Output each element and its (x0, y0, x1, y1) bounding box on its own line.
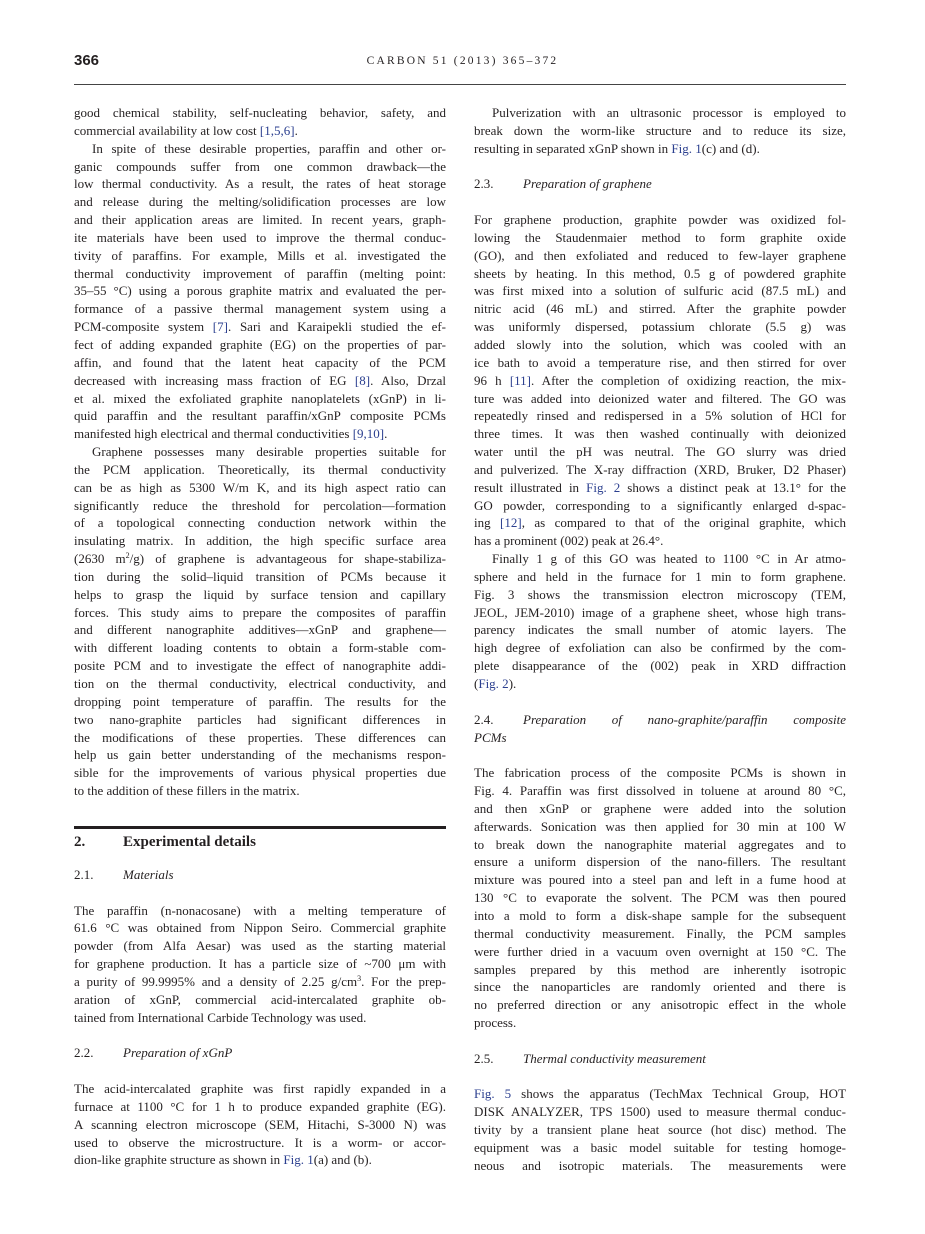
text-line: For graphene production, graphite powder was oxidized fol- (474, 212, 846, 228)
text-line (474, 372, 846, 390)
text-run: (c) and (d). (701, 140, 760, 156)
paragraph (474, 550, 846, 693)
text-line: was uniformly dispersed, potassium chlorate (5.5 g) was (474, 319, 846, 335)
paragraph (74, 1080, 446, 1169)
text-line: tion on the thermal conductivity, electrical conductivity, and (74, 676, 446, 691)
text-line: into a mold to form a disk-shape sample for the subsequent (474, 907, 846, 923)
text-line: tained from International Carbide Technology was used. (74, 1009, 367, 1025)
text-run: (a) and (b). (313, 1152, 372, 1168)
text-line: insulating matrix. In addition, the high specific surface area (74, 533, 446, 549)
paragraph (74, 140, 446, 443)
text-line: used to observe the microstructure. It is a worm- or accor- (74, 1134, 446, 1150)
subsection-title: Preparation of graphene (523, 176, 652, 192)
text-line: sible for the improvements of various physical properties due (74, 765, 446, 781)
text-line: The acid-intercalated graphite was first rapidly expanded in a (74, 1081, 446, 1097)
text-run: commercial availability at low cost (74, 122, 260, 138)
paragraph (474, 1085, 846, 1174)
text-run: ing (474, 515, 501, 531)
left-column (74, 104, 446, 1169)
text-line: and their application areas are limited. In recent years, graph- (74, 212, 446, 228)
section-number: 2. (74, 833, 86, 850)
text-line (474, 479, 846, 497)
text-run: resulting in separated xGnP shown in (474, 140, 672, 156)
text-line: since the nanoparticles are randomly oriented and there is (474, 979, 846, 995)
heading-line (474, 1050, 846, 1068)
text-line: was first mixed into a solution of sulfuric acid (87.5 mL) and (474, 283, 846, 299)
paragraph (74, 104, 446, 140)
reference-link[interactable]: Fig. 1 (283, 1152, 314, 1168)
text-line (474, 675, 846, 693)
text-line: thermal conductivity measurement. Finally, the PCM samples (474, 925, 846, 941)
text-line: aration of xGnP, commercial acid-intercalated graphite ob- (74, 991, 446, 1007)
subsection-number: 2.3. (474, 176, 494, 192)
reference-link[interactable]: [11] (509, 372, 531, 388)
paragraph (474, 764, 846, 1032)
subsection-title: Preparation of xGnP (123, 1045, 233, 1061)
text-run: 96 h (474, 372, 510, 388)
heading-line (474, 729, 846, 747)
text-line: of a topological connecting conduction network within the (74, 515, 446, 531)
text-line: and pulverized. The X-ray diffraction (XRD, Bruker, D2 Phaser) (474, 461, 846, 477)
text-run: . Sari and Karaipekli studied the ef- (227, 319, 447, 335)
text-run: ). (508, 676, 517, 691)
text-line: helps to grasp the liquid by surface tension and capillary (74, 586, 446, 602)
text-line (74, 122, 446, 140)
superscript: 2 (125, 551, 130, 561)
text-line: quid paraffin and the resultant paraffin/xGnP composite PCMs (74, 408, 446, 424)
text-line: DISK ANALYZER, TPS 1500) used to measure thermal conduc- (474, 1104, 846, 1120)
text-line: ture was added into deionized water and filtered. The GO was (474, 390, 846, 406)
text-line: three times. It was then washed continually with deionized (474, 426, 846, 442)
text-run: /g) of graphene is advantageous for shape-stabiliza- (129, 551, 446, 567)
reference-link[interactable]: [8] (354, 372, 371, 388)
text-line (74, 425, 446, 443)
text-line: lowing the Staudenmaier method to form graphite oxide (474, 229, 846, 245)
text-line: GO powder, corresponding to a significantly enlarged d-spac- (474, 497, 846, 513)
text-run: ( (474, 676, 479, 691)
text-line: process. (474, 1015, 517, 1031)
header-divider (74, 84, 846, 85)
text-run: manifested high electrical and thermal conductivities (74, 426, 353, 442)
text-line: significantly reduce the threshold for percolation—formation (74, 497, 446, 513)
text-line: can be as high as 5300 W/m K, and its high aspect ratio can (74, 479, 446, 495)
text-line: and release during the melting/solidification processes are low (74, 194, 446, 210)
text-run: dion-like graphite structure as shown in (74, 1152, 284, 1168)
subsection-number: 2.5. (474, 1050, 494, 1066)
text-line: The paraffin (n-nonacosane) with a melting temperature of (74, 902, 446, 918)
superscript: 3 (357, 973, 362, 983)
text-line: good chemical stability, self-nucleating behavior, safety, and (74, 105, 446, 120)
text-line: tivity of paraffins. For example, Mills et al. investigated the (74, 247, 446, 263)
text-run: result illustrated in (474, 479, 587, 495)
text-line: ganic compounds suffer from one common drawback—the (74, 158, 446, 174)
subsection-title: Preparation of nano-graphite/paraffin composite (523, 711, 846, 727)
text-run: , as compared to that of the original graphite, which (521, 515, 846, 531)
heading-line (474, 175, 846, 193)
text-line: neous and isotropic materials. The measurements were (474, 1157, 846, 1173)
text-run: . After the completion of oxidizing reaction, the mix- (531, 372, 847, 388)
text-line: tivity by a transient plane heat source (hot disc) method. The (474, 1122, 846, 1138)
reference-link[interactable]: Fig. 2 (586, 479, 621, 495)
text-line (74, 318, 446, 336)
text-line: dropping point temperature of paraffin. The results for the (74, 693, 446, 709)
subsection-number: 2.1. (74, 866, 94, 882)
text-line: furnace at 1100 °C for 1 h to produce expanded graphite (EG). (74, 1098, 446, 1114)
text-line: The fabrication process of the composite PCMs is shown in (474, 765, 846, 781)
text-line: forces. This study aims to prepare the composites of paraffin (74, 604, 446, 620)
text-line: water until the pH was neutral. The GO slurry was dried (474, 444, 846, 460)
text-line: affin, and found that the latent heat capacity of the PCM (74, 354, 446, 370)
subsection-heading (474, 1050, 846, 1068)
subsection-title: Materials (123, 866, 174, 882)
text-line: Pulverization with an ultrasonic processor is employed to (492, 105, 846, 120)
text-line: to the addition of these fillers in the matrix. (74, 783, 300, 799)
page-number: 366 (74, 52, 100, 69)
text-line: equipment was a basic model suitable for testing homoge- (474, 1139, 846, 1155)
right-column (474, 104, 846, 1175)
subsection-heading (74, 1044, 446, 1062)
text-line: sphere and held in the furnace for 1 min to form graphene. (474, 568, 846, 584)
text-line: In spite of these desirable properties, paraffin and other or- (92, 140, 446, 156)
text-line (74, 550, 446, 568)
paragraph (474, 104, 846, 158)
subsection-number: 2.2. (74, 1045, 94, 1061)
text-line: tion during the solid–liquid transition of PCMs because it (74, 568, 446, 584)
text-line: and then xGnP or graphene were added into the solution (474, 800, 846, 816)
text-line: help us gain better understanding of the mechanisms respon- (74, 747, 446, 763)
text-line: with different loading contents to obtain a form-stable com- (74, 640, 446, 656)
text-line (474, 1085, 846, 1103)
text-line: has a prominent (002) peak at 26.4°. (474, 533, 664, 549)
subsection-heading (474, 175, 846, 193)
reference-link[interactable]: Fig. 1 (671, 140, 702, 156)
text-line: posite PCM and to investigate the effect of nanographite addi- (74, 658, 446, 674)
text-line: nitric acid (46 mL) and stirred. After the graphite powder (474, 301, 846, 317)
text-run: PCM-composite system (74, 319, 213, 335)
text-line: and different nanographite additives—xGnP and graphene— (74, 622, 446, 638)
text-line (74, 372, 446, 390)
running-header-journal: CARBON 51 (2013) 365–372 (366, 55, 559, 67)
text-line (474, 514, 846, 532)
text-line: Fig. 4. Paraffin was first dissolved in toluene at around 80 °C, (474, 783, 846, 799)
text-run: . (294, 122, 298, 138)
text-run: shows the apparatus (TechMax Technical Group, HOT (511, 1086, 847, 1102)
text-line: et al. mixed the exfoliated graphite nanoplatelets (xGnP) in li- (74, 390, 446, 406)
text-line: were further dried in a vacuum oven overnight at 150 °C. The (474, 943, 846, 959)
text-line: fect of adding expanded graphite (EG) on the properties of par- (74, 336, 446, 352)
text-line: formance of a passive thermal management system using a (74, 301, 446, 317)
text-line: 35–55 °C) using a porous graphite matrix and evaluated the per- (74, 283, 446, 299)
text-line: break down the worm-like structure and to reduce its size, (474, 122, 846, 138)
text-line: 61.6 °C was obtained from Nippon Seiro. Commercial graphite (74, 920, 446, 936)
text-run: (2630 m (74, 551, 126, 567)
text-line: A scanning electron microscope (SEM, Hitachi, S-3000 N) was (74, 1116, 446, 1132)
subsection-number: 2.4. (474, 711, 494, 727)
text-line (474, 140, 846, 158)
text-line: Graphene possesses many desirable properties suitable for (92, 444, 446, 460)
text-line: ensure a uniform dispersion of the nano-fillers. The resultant (474, 854, 846, 870)
text-line: Finally 1 g of this GO was heated to 1100 °C in Ar atmo- (492, 551, 846, 567)
reference-link[interactable]: [1,5,6] (259, 122, 295, 138)
paragraph (74, 902, 446, 1027)
text-line: Fig. 3 shows the transmission electron microscopy (TEM, (474, 586, 846, 602)
text-line: parency indicates the small number of atomic layers. The (474, 622, 846, 638)
reference-link[interactable]: Fig. 2 (478, 676, 509, 691)
text-line (74, 973, 446, 991)
text-line: for graphene production. It has a particle size of ~700 μm with (74, 956, 446, 972)
text-line: 130 °C to evaporate the solvent. The PCM was then poured (474, 890, 846, 906)
text-line: the PCM application. Theoretically, its thermal conductivity (74, 461, 446, 477)
text-run: . For the prep- (361, 973, 446, 989)
text-line: (GO), and then exfoliated and reduced to few-layer graphene (474, 247, 846, 263)
paragraph (474, 211, 846, 550)
heading-line (74, 1044, 446, 1062)
text-line: thermal conductivity improvement of paraffin (melting point: (74, 265, 446, 281)
text-line: afterwards. Sonication was then applied for 30 min at 100 W (474, 818, 846, 834)
text-line: ice bath to avoid a temperature rise, and then stirred for over (474, 354, 846, 370)
text-run: . Also, Drzal (370, 372, 446, 388)
text-line (74, 1151, 446, 1169)
heading-line (474, 711, 846, 729)
text-line: to break down the nanographite material aggregates and to (474, 836, 846, 852)
text-line: high degree of exfoliation can also be confirmed by the com- (474, 640, 846, 656)
paragraph (74, 443, 446, 800)
reference-link[interactable]: [9,10] (352, 426, 385, 442)
text-line: JEOL, JEM-2010) image of a graphene sheet, whose high trans- (474, 604, 846, 620)
text-line: samples prepared by this method are inherently isotropic (474, 961, 846, 977)
text-run: decreased with increasing mass fraction of EG (74, 372, 355, 388)
reference-link[interactable]: Fig. 5 (474, 1086, 512, 1102)
subsection-heading (74, 866, 446, 884)
text-line: mixture was poured into a steel pan and left in a fume hood at (474, 872, 846, 888)
reference-link[interactable]: [12] (500, 515, 522, 531)
text-line: sheets by heating. In this method, 0.5 g of powdered graphite (474, 265, 846, 281)
text-line: added slowly into the solution, which was cooled with an (474, 336, 846, 352)
text-run: a purity of 99.9995% and a density of 2.25 g/cm (74, 973, 358, 989)
section-title: Experimental details (123, 833, 256, 850)
text-run: shows a distinct peak at 13.1° for the (620, 479, 847, 495)
text-run: . (384, 426, 388, 442)
text-line: two nano-graphite particles had significant differences in (74, 711, 446, 727)
text-line: plete disappearance of the (002) peak in XRD diffraction (474, 658, 846, 674)
subsection-title: PCMs (474, 729, 507, 745)
subsection-heading (474, 711, 846, 747)
text-line: the modifications of these properties. These differences can (74, 729, 446, 745)
subsection-title: Thermal conductivity measurement (523, 1050, 706, 1066)
section-heading (74, 826, 446, 853)
text-line: powder (from Alfa Aesar) was used as the starting material (74, 938, 446, 954)
heading-line (74, 866, 446, 884)
text-line: ite materials have been used to improve the thermal conduc- (74, 229, 446, 245)
text-line: repeatedly rinsed and redispersed in a 5% solution of HCl for (474, 408, 846, 424)
reference-link[interactable]: [7] (212, 319, 228, 335)
text-line: no preferred direction or any anisotropic effect in the whole (474, 997, 846, 1013)
text-line: low thermal conductivity. As a result, the rates of heat storage (74, 176, 446, 192)
